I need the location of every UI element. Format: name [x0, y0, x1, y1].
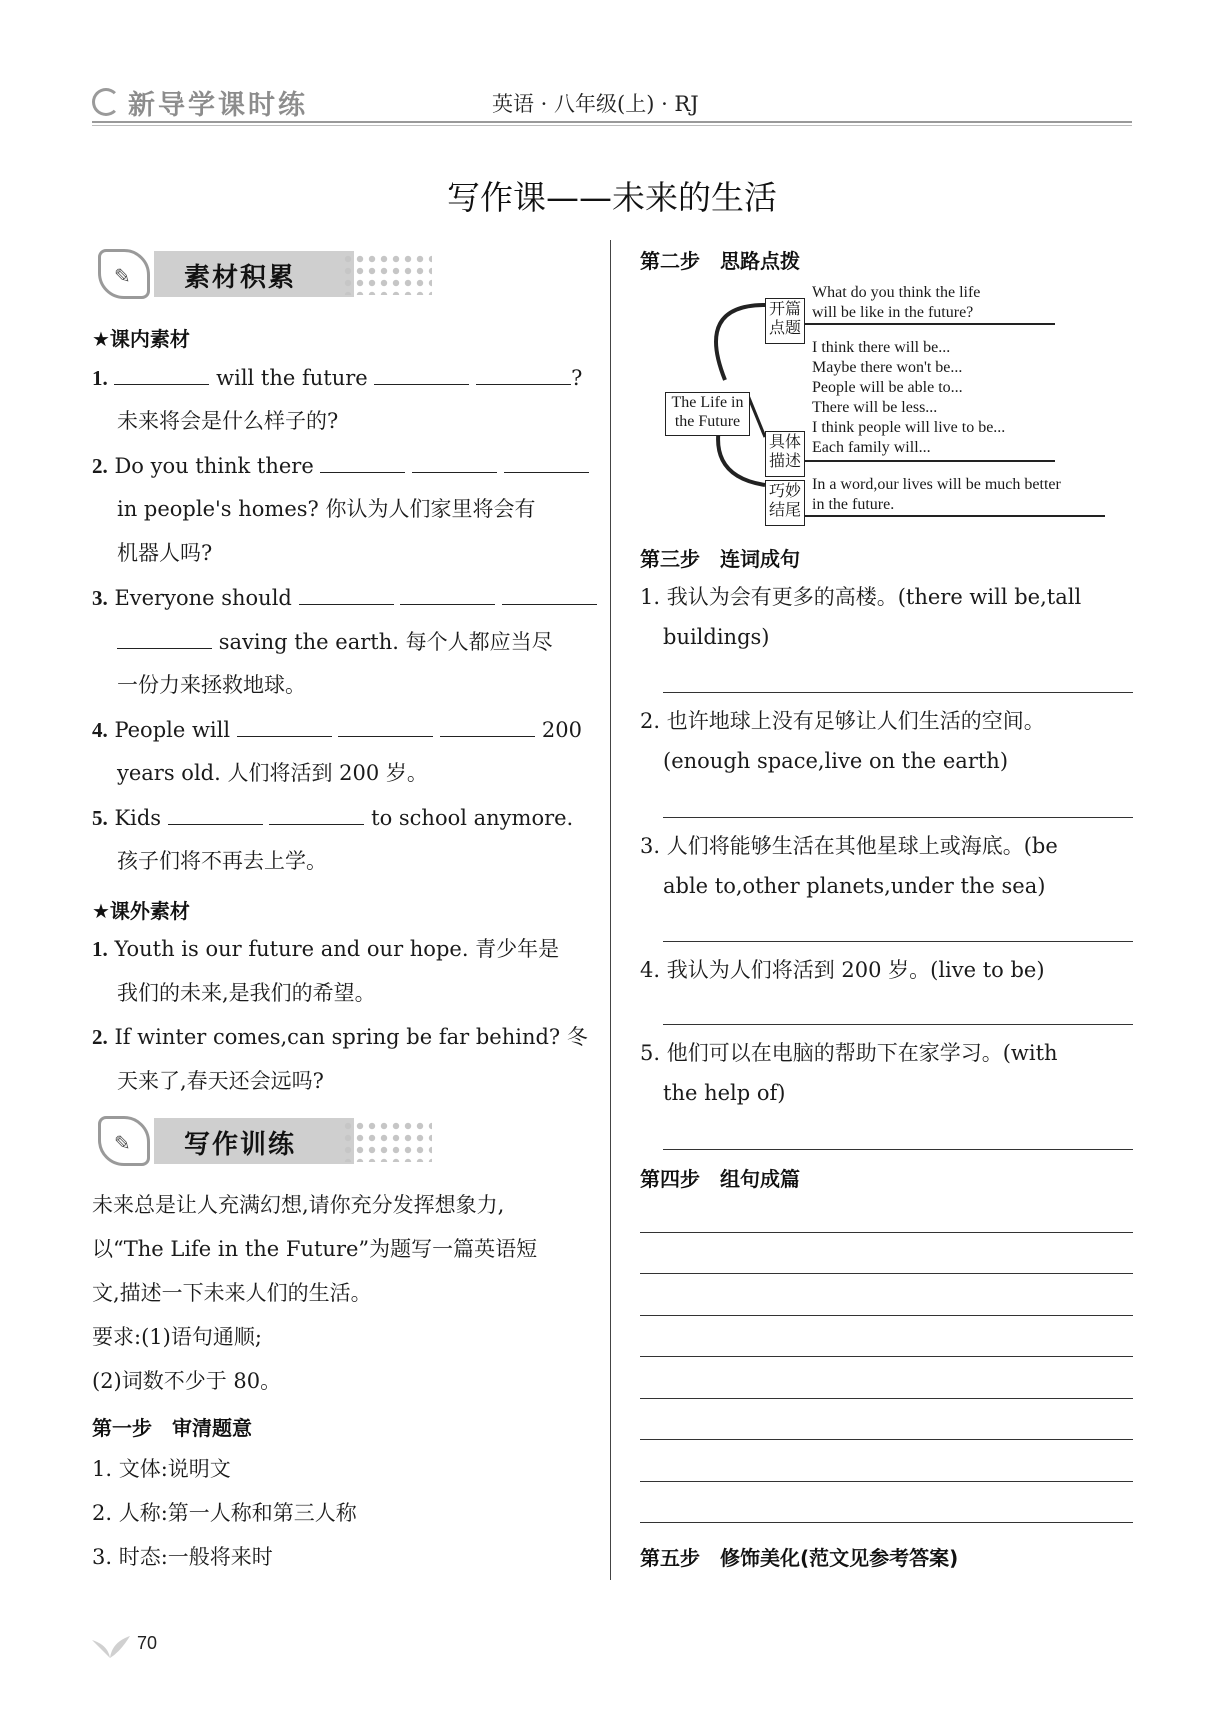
subject-line: 英语 · 八年级(上) · RJ [492, 92, 699, 116]
body-line: I think people will live to be... [812, 419, 1006, 436]
mind-map [655, 275, 1125, 525]
body-node: 具体描述 [765, 431, 805, 477]
list-item: 4. People will 200 [92, 714, 582, 745]
step4-heading: 第四步 组句成篇 [640, 1167, 800, 1191]
blank[interactable] [237, 714, 332, 737]
blank[interactable] [476, 362, 571, 385]
logo-mark-icon [92, 88, 120, 116]
writing-line[interactable] [640, 1232, 1133, 1233]
step2-heading: 第二步 思路点拨 [640, 249, 800, 273]
series-title: 新导学课时练 [128, 89, 308, 121]
item-line: in people's homes? 你认为人们家里将会有 [117, 497, 536, 521]
step1-item: 1. 文体:说明文 [92, 1457, 231, 1481]
page-number: 70 [137, 1633, 158, 1653]
pen-leaf-icon: ✎ [98, 249, 150, 299]
list-item: 5. Kids to school anymore. [92, 802, 573, 833]
blank[interactable] [400, 582, 495, 605]
writing-line[interactable] [640, 1481, 1133, 1482]
list-item: 2. If winter comes,can spring be far behind? 冬 [92, 1025, 588, 1049]
banner-label: 素材积累 [184, 263, 297, 293]
sprout-icon [86, 1630, 134, 1660]
center-node: The Life in the Future [665, 392, 750, 436]
page-title: 写作课——未来的生活 [447, 178, 777, 217]
writing-line[interactable] [640, 1439, 1133, 1440]
step3-item: 5. 他们可以在电脑的帮助下在家学习。(with [640, 1041, 1058, 1065]
answer-line[interactable] [663, 1149, 1133, 1150]
blank[interactable] [440, 714, 535, 737]
writing-line[interactable] [640, 1522, 1133, 1523]
blank[interactable] [168, 802, 263, 825]
section-banner-writing [92, 1112, 432, 1170]
answer-line[interactable] [663, 1024, 1133, 1025]
answer-line[interactable] [663, 817, 1133, 818]
step3-item: 1. 我认为会有更多的高楼。(there will be,tall [640, 585, 1082, 609]
step3-item: 3. 人们将能够生活在其他星球上或海底。(be [640, 834, 1058, 858]
writing-line[interactable] [640, 1315, 1133, 1316]
opening-node: 开篇点题 [765, 298, 805, 344]
list-item: 3. Everyone should [92, 582, 597, 613]
step3-hint: able to,other planets,under the sea) [663, 874, 1046, 898]
item-translation: 未来将会是什么样子的? [117, 409, 339, 433]
list-item: 1. Youth is our future and our hope. 青少年是 [92, 937, 560, 961]
list-item: 2. Do you think there [92, 450, 589, 481]
writing-line[interactable] [640, 1398, 1133, 1399]
blank[interactable] [374, 362, 469, 385]
step3-hint: (enough space,live on the earth) [663, 749, 1009, 773]
body-line: There will be less... [812, 399, 938, 416]
step1-item: 2. 人称:第一人称和第三人称 [92, 1501, 357, 1525]
writing-line[interactable] [640, 1356, 1133, 1357]
answer-line[interactable] [663, 941, 1133, 942]
header-rule [92, 121, 1132, 123]
blank[interactable] [299, 582, 394, 605]
step3-hint: buildings) [663, 625, 770, 649]
prompt-line: 文,描述一下未来人们的生活。 [92, 1281, 372, 1305]
step3-item: 2. 也许地球上没有足够让人们生活的空间。 [640, 709, 1045, 733]
item-line: 天来了,春天还会远吗? [117, 1069, 324, 1093]
opening-line: will be like in the future? [812, 304, 974, 321]
item-line: years old. 人们将活到 200 岁。 [117, 761, 428, 785]
step3-heading: 第三步 连词成句 [640, 547, 800, 571]
blank[interactable] [338, 714, 433, 737]
blank[interactable] [502, 582, 597, 605]
ending-node: 巧妙结尾 [765, 480, 805, 526]
writing-line[interactable] [640, 1273, 1133, 1274]
blank[interactable] [320, 450, 405, 473]
blank[interactable] [412, 450, 497, 473]
step3-item: 4. 我认为人们将活到 200 岁。(live to be) [640, 958, 1045, 982]
blank[interactable] [504, 450, 589, 473]
prompt-line: 以“The Life in the Future”为题写一篇英语短 [92, 1237, 538, 1261]
body-line: Each family will... [812, 439, 931, 456]
ending-line: In a word,our lives will be much better [812, 476, 1061, 493]
banner-label: 写作训练 [184, 1130, 297, 1160]
header-rule-thin [92, 125, 1132, 126]
item-line: 孩子们将不再去上学。 [117, 849, 327, 873]
step1-heading: 第一步 审清题意 [92, 1416, 252, 1440]
body-line: Maybe there won't be... [812, 359, 963, 376]
section-banner-materials [92, 245, 432, 303]
step1-item: 3. 时态:一般将来时 [92, 1545, 273, 1569]
body-line: I think there will be... [812, 339, 951, 356]
step3-hint: the help of) [663, 1081, 786, 1105]
opening-line: What do you think the life [812, 284, 981, 301]
item-line: 一份力来拯救地球。 [117, 673, 306, 697]
prompt-line: 要求:(1)语句通顺; [92, 1325, 262, 1349]
list-item: 1. will the future ? [92, 362, 582, 393]
item-line: 我们的未来,是我们的希望。 [117, 981, 376, 1005]
item-line: 机器人吗? [117, 541, 213, 565]
body-line: People will be able to... [812, 379, 963, 396]
answer-line[interactable] [663, 692, 1133, 693]
outclass-heading: ★课外素材 [92, 899, 190, 923]
prompt-line: 未来总是让人充满幻想,请你充分发挥想象力, [92, 1193, 505, 1217]
blank[interactable] [117, 626, 212, 649]
pen-leaf-icon: ✎ [98, 1116, 150, 1166]
prompt-line: (2)词数不少于 80。 [92, 1369, 282, 1393]
inclass-heading: ★课内素材 [92, 327, 190, 351]
item-line: saving the earth. 每个人都应当尽 [117, 626, 553, 657]
blank[interactable] [114, 362, 209, 385]
blank[interactable] [269, 802, 364, 825]
column-divider [610, 240, 611, 1580]
step5-heading: 第五步 修饰美化(范文见参考答案) [640, 1546, 959, 1570]
ending-line: in the future. [812, 496, 895, 513]
series-logo [92, 82, 342, 122]
